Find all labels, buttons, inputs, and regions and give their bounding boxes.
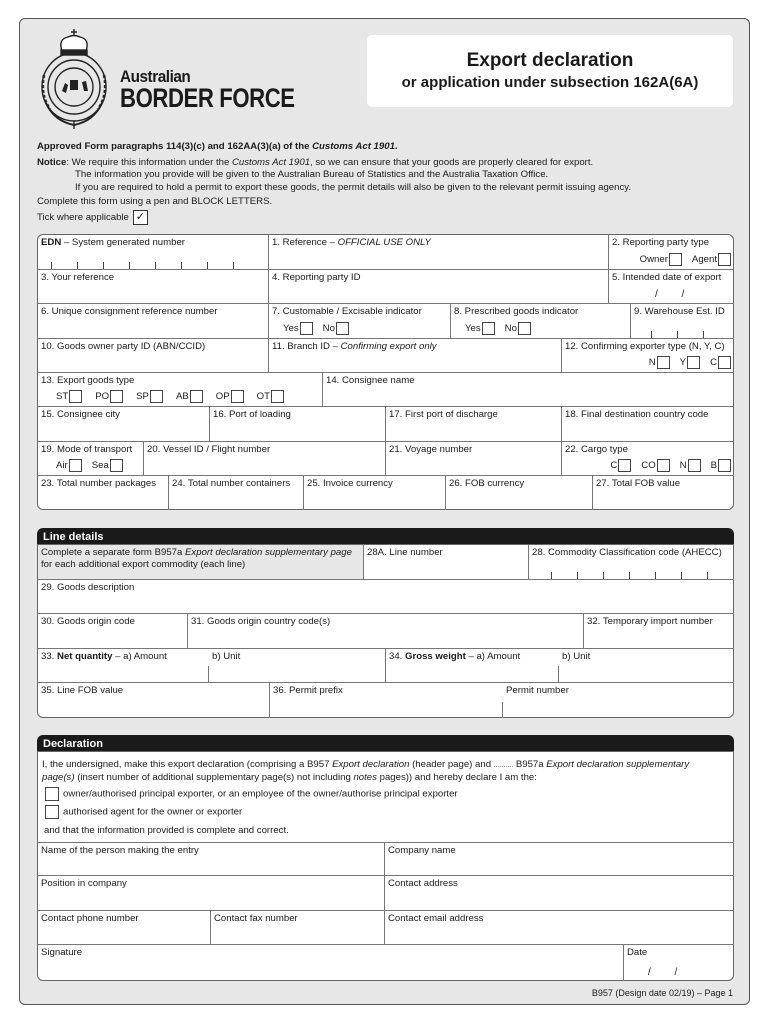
field-6-ucr-number[interactable]: 6. Unique consignment reference number (38, 304, 269, 339)
declaration-closing: and that the information provided is complete and correct. (44, 825, 289, 836)
field-9-warehouse-id[interactable]: 9. Warehouse Est. ID (630, 304, 734, 339)
notice-line-3: If you are required to hold a permit to export these goods, the permit details will also be given to the relevant permit issuing agency. (75, 181, 632, 193)
field-7-customable-indicator: 7. Customable / Excisable indicator Yes No (269, 304, 451, 339)
field-12-confirming-exporter-type: 12. Confirming exporter type (N, Y, C) N Y C (562, 339, 734, 373)
brand-name-line1: Australian (120, 67, 191, 86)
edn-digit-ticks (51, 262, 234, 269)
net-quantity-unit-label: b) Unit (212, 651, 241, 662)
edn-field[interactable]: EDN – System generated number (38, 235, 269, 270)
title-box (367, 35, 733, 107)
field-36-permit[interactable]: 36. Permit prefix Permit number (270, 683, 734, 718)
declaration-heading: Declaration (37, 735, 734, 751)
form-subtitle: or application under subsection 162A(6A) (401, 74, 699, 91)
notice-line-2: The information you provide will be given to the Australian Bureau of Statistics and the Australia Taxation Office. (75, 169, 549, 181)
contact-address-field[interactable]: Contact address (385, 876, 734, 911)
field-26-fob-currency[interactable]: 26. FOB currency (446, 476, 593, 510)
field-4-reporting-party-id[interactable]: 4. Reporting party ID (269, 270, 609, 304)
date-separators: / / (655, 289, 686, 300)
field-8-prescribed-goods: 8. Prescribed goods indicator Yes No (451, 304, 630, 339)
border-force-crest-icon (34, 25, 114, 131)
field-13-export-goods-type: 13. Export goods type ST PO SP AB OP OT (38, 373, 323, 407)
gross-weight-unit-label: b) Unit (562, 651, 591, 662)
permit-number-label: Permit number (506, 685, 569, 696)
supplementary-note: Complete a separate form B957a Export declaration supplementary page for each additional export commodity (each line) (38, 545, 364, 580)
tick-instruction: Tick where applicable ✓ (37, 210, 737, 225)
field-7-yes-checkbox[interactable] (300, 322, 313, 335)
field-21-voyage-number[interactable]: 21. Voyage number (386, 442, 562, 476)
page-footer: B957 (Design date 02/19) – Page 1 (591, 988, 733, 998)
sea-checkbox[interactable] (110, 459, 123, 472)
notice-line-1: Notice: We require this information under the Customs Act 1901, so we can ensure that your goods are properly cleared for export. (37, 157, 594, 169)
field-7-no-checkbox[interactable] (336, 322, 349, 335)
warehouse-digit-ticks (651, 331, 704, 338)
owner-checkbox[interactable] (669, 253, 682, 266)
field-14-consignee-name[interactable]: 14. Consignee name (323, 373, 734, 407)
field-27-total-fob-value[interactable]: 27. Total FOB value (596, 478, 681, 489)
contact-fax-field[interactable]: Contact fax number (211, 911, 385, 945)
line-details-heading: Line details (37, 528, 734, 544)
company-name-field[interactable]: Company name (385, 842, 734, 876)
contact-email-field[interactable]: Contact email address (385, 911, 734, 945)
form-title: Export declaration (466, 50, 634, 71)
field-29-goods-description[interactable]: 29. Goods description (38, 580, 734, 614)
field-35-line-fob-value[interactable]: 35. Line FOB value (38, 683, 270, 718)
permit-divider (502, 702, 503, 718)
field-17-first-port-discharge[interactable]: 17. First port of discharge (386, 407, 562, 442)
contact-phone-field[interactable]: Contact phone number (38, 911, 211, 945)
field-34-gross-weight[interactable]: 34. Gross weight – a) Amount b) Unit (386, 649, 734, 683)
owner-exporter-option: owner/authorised principal exporter, or an employee of the owner/authorise principal exporter (44, 787, 458, 801)
y-checkbox[interactable] (687, 356, 700, 369)
field-30-goods-origin-code[interactable]: 30. Goods origin code (38, 614, 188, 649)
air-checkbox[interactable] (69, 459, 82, 472)
line-details-box (37, 544, 734, 718)
ahecc-digit-ticks (551, 572, 708, 579)
ot-checkbox[interactable] (271, 390, 284, 403)
declaration-date-separators: / / (648, 967, 679, 978)
field-25-invoice-currency[interactable]: 25. Invoice currency (304, 476, 446, 510)
cargo-n-checkbox[interactable] (688, 459, 701, 472)
field-28-ahecc-code[interactable]: 28. Commodity Classification code (AHECC) (529, 545, 734, 580)
c-checkbox[interactable] (718, 356, 731, 369)
approved-form-line: Approved Form paragraphs 114(3)(c) and 162AA(3)(a) of the Customs Act 1901. (37, 141, 398, 152)
declaration-date-field[interactable]: Date / / (627, 947, 679, 978)
signature-field[interactable]: Signature (38, 945, 624, 981)
po-checkbox[interactable] (110, 390, 123, 403)
field-5-intended-date[interactable]: 5. Intended date of export / / (609, 270, 734, 304)
field-31-origin-country-codes[interactable]: 31. Goods origin country code(s) (188, 614, 584, 649)
net-quantity-divider (208, 666, 209, 682)
gross-weight-divider (558, 666, 559, 682)
field-18-destination-country[interactable]: 18. Final destination country code (562, 407, 734, 442)
cargo-co-checkbox[interactable] (657, 459, 670, 472)
field-1-reference[interactable]: 1. Reference – OFFICIAL USE ONLY (269, 235, 609, 270)
field-22-cargo-type: 22. Cargo type C CO N B (562, 442, 734, 476)
declaration-box (37, 751, 734, 981)
intro-text (37, 141, 737, 225)
field-10-goods-owner-id[interactable]: 10. Goods owner party ID (ABN/CCID) (38, 339, 269, 373)
authorised-agent-checkbox[interactable] (45, 805, 59, 819)
n-checkbox[interactable] (657, 356, 670, 369)
owner-exporter-checkbox[interactable] (45, 787, 59, 801)
position-field[interactable]: Position in company (38, 876, 385, 911)
name-field[interactable]: Name of the person making the entry (38, 842, 385, 876)
field-16-port-of-loading[interactable]: 16. Port of loading (210, 407, 386, 442)
declaration-statement: I, the undersigned, make this export declaration (comprising a B957 Export declaration (header page) and .......... B957a Export declaration supplementary page(s) (insert number of additional supplementary page(s) not including notes pages)) and hereby declare I am the: (42, 759, 690, 783)
field-33-net-quantity[interactable]: 33. Net quantity – a) Amount b) Unit (38, 649, 386, 683)
instruction-line: Complete this form using a pen and BLOCK LETTERS. (37, 195, 273, 207)
field-3-your-reference[interactable]: 3. Your reference (38, 270, 269, 304)
authorised-agent-option: authorised agent for the owner or exporter (44, 805, 242, 819)
ab-checkbox[interactable] (190, 390, 203, 403)
header-fields-box (37, 234, 734, 510)
op-checkbox[interactable] (231, 390, 244, 403)
cargo-c-checkbox[interactable] (618, 459, 631, 472)
form-page (19, 18, 750, 1005)
field-15-consignee-city[interactable]: 15. Consignee city (38, 407, 210, 442)
field-24-total-containers[interactable]: 24. Total number containers (169, 476, 304, 510)
tick-example-checkbox: ✓ (133, 210, 148, 225)
field-8-yes-checkbox[interactable] (482, 322, 495, 335)
field-2-reporting-party-type: 2. Reporting party type Owner Agent (609, 235, 734, 270)
field-8-no-checkbox[interactable] (518, 322, 531, 335)
field-11-branch-id[interactable]: 11. Branch ID – Confirming export only (269, 339, 562, 373)
field-28a-line-number[interactable]: 28A. Line number (364, 545, 529, 580)
brand-name-line2: BORDER FORCE (120, 83, 295, 113)
agent-checkbox[interactable] (718, 253, 731, 266)
cargo-b-checkbox[interactable] (718, 459, 731, 472)
field-20-vessel-id[interactable]: 20. Vessel ID / Flight number (144, 442, 386, 476)
field-23-total-packages[interactable]: 23. Total number packages (38, 476, 169, 510)
st-checkbox[interactable] (69, 390, 82, 403)
sp-checkbox[interactable] (150, 390, 163, 403)
field-32-temporary-import-number[interactable]: 32. Temporary import number (584, 614, 734, 649)
field-19-mode-of-transport: 19. Mode of transport Air Sea (38, 442, 144, 476)
